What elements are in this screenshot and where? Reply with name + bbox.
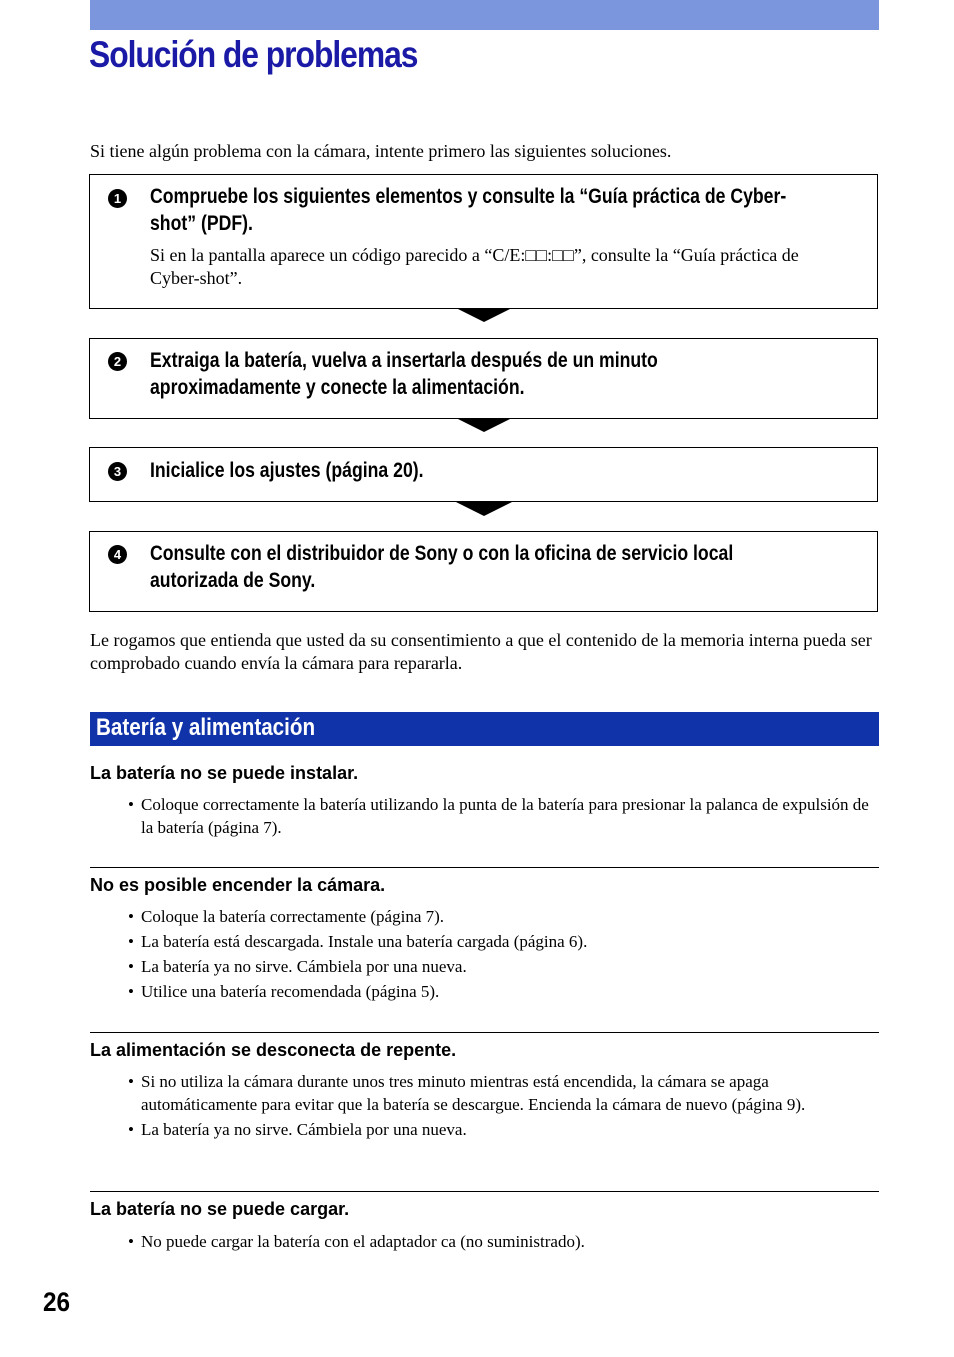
step-number-4: 4 — [108, 545, 127, 564]
list-item: • Coloque correctamente la batería utilizando la punta de la batería para presionar la palanca de expulsión de la batería (página 7). — [128, 793, 880, 839]
step-number-2: 2 — [108, 352, 127, 371]
step-number-3: 3 — [108, 462, 127, 481]
divider — [90, 867, 879, 868]
solution-list — [128, 1230, 880, 1255]
flow-arrow-icon — [456, 418, 512, 432]
flow-arrow-icon — [456, 308, 512, 322]
step-3-heading-line1: Inicialice los ajustes (página 20). — [150, 459, 424, 482]
step-2-heading-line1: Extraiga la batería, vuelva a insertarla después de un minuto — [150, 349, 658, 372]
step-1-box — [89, 174, 878, 309]
list-item: • Si no utiliza la cámara durante unos tres minuto mientras está encendida, la cámara se apaga automáticamente para evitar que la batería se descargue. Encienda la cámara de nuevo (página 9). — [128, 1070, 880, 1116]
solution-list — [128, 905, 880, 1005]
step-2-box — [89, 338, 878, 419]
divider — [90, 1032, 879, 1033]
step-1-heading-line1: Compruebe los siguientes elementos y consulte la “Guía práctica de Cyber- — [150, 185, 787, 208]
problem-title: La batería no se puede instalar. — [90, 763, 359, 783]
problem-title: La batería no se puede cargar. — [90, 1199, 350, 1219]
list-item: • La batería está descargada. Instale una batería cargada (página 6). — [128, 930, 880, 953]
step-4-heading-line1: Consulte con el distribuidor de Sony o con la oficina de servicio local — [150, 542, 734, 565]
section-header — [90, 712, 879, 746]
page-title: Solución de problemas — [89, 34, 418, 75]
step-4-heading-line2: autorizada de Sony. — [150, 569, 316, 592]
flow-arrow-icon — [456, 502, 512, 516]
step-4-heading — [150, 540, 826, 594]
step-2-heading — [150, 347, 826, 401]
step-4-box — [89, 531, 878, 612]
step-1-heading — [150, 183, 826, 237]
list-item: • Coloque la batería correctamente (página 7). — [128, 905, 880, 928]
problem-title: No es posible encender la cámara. — [90, 875, 386, 895]
page-number: 26 — [43, 1287, 71, 1317]
list-item: • No puede cargar la batería con el adaptador ca (no suministrado). — [128, 1230, 880, 1253]
step-3-heading — [150, 457, 826, 484]
consent-paragraph: Le rogamos que entienda que usted da su consentimiento a que el contenido de la memoria interna pueda ser comprobado cuando envía la cámara para repararla. — [90, 630, 872, 673]
intro-text: Si tiene algún problema con la cámara, intente primero las siguientes soluciones. — [90, 141, 672, 161]
header-color-bar — [90, 0, 879, 30]
list-item: • La batería ya no sirve. Cámbiela por una nueva. — [128, 955, 880, 978]
step-3-box — [89, 447, 878, 502]
list-item: • Utilice una batería recomendada (página 5). — [128, 980, 880, 1003]
step-number-1: 1 — [108, 189, 127, 208]
solution-list — [128, 793, 880, 841]
step-2-heading-line2: aproximadamente y conecte la alimentación. — [150, 376, 525, 399]
problem-title: La alimentación se desconecta de repente. — [90, 1040, 457, 1060]
step-1-heading-line2: shot” (PDF). — [150, 212, 253, 235]
step-1-body: Si en la pantalla aparece un código parecido a “C/E:□□:□□”, consulte la “Guía práctica de Cyber-shot”. — [150, 245, 799, 288]
list-item: • La batería ya no sirve. Cámbiela por una nueva. — [128, 1118, 880, 1141]
section-title: Batería y alimentación — [96, 714, 316, 741]
divider — [90, 1191, 879, 1192]
solution-list — [128, 1070, 880, 1143]
